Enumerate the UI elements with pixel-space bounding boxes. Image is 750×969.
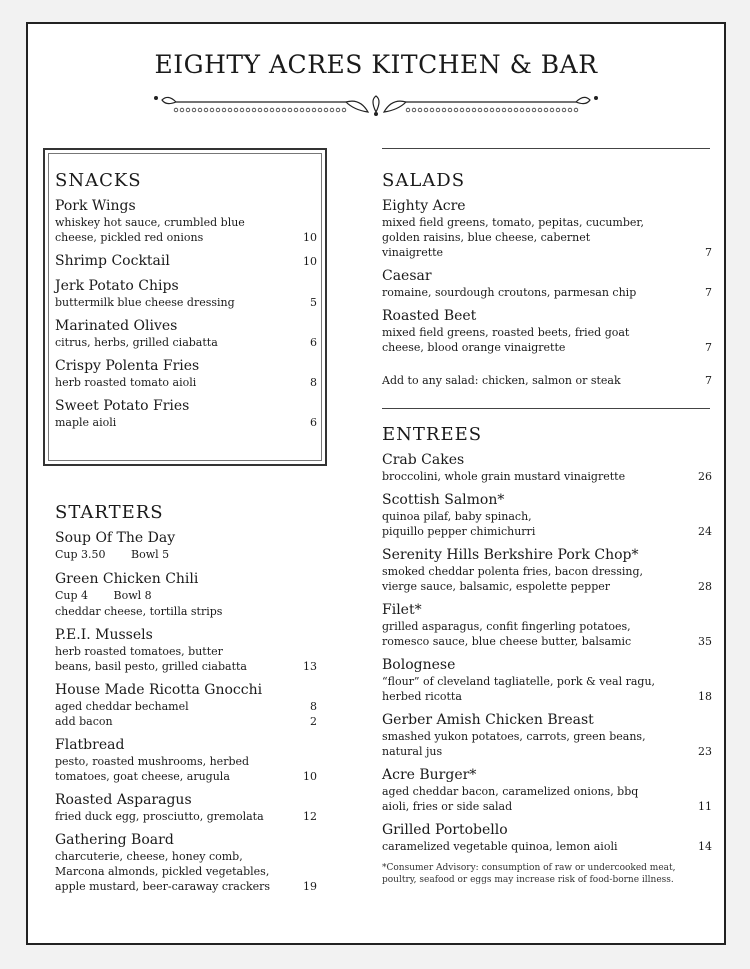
item-price: 10 — [303, 770, 317, 783]
item-name: Scottish Salmon* — [382, 492, 505, 508]
item-desc-line — [55, 699, 317, 714]
item-price: 11 — [698, 800, 712, 813]
menu-item — [55, 252, 317, 270]
item-desc: herb roasted tomatoes, butter beans, basil pesto, grilled ciabatta — [55, 645, 247, 673]
item-desc: smoked cheddar polenta fries, bacon dressing, vierge sauce, balsamic, espolette pepper — [382, 565, 644, 593]
salad-addon-text: Add to any salad: chicken, salmon or steak — [382, 374, 621, 387]
menu-item — [55, 681, 317, 729]
salad-addon-price: 7 — [705, 374, 712, 387]
item-price: 10 — [303, 255, 317, 268]
item-price: 5 — [310, 296, 317, 309]
menu-item — [55, 357, 317, 390]
item-price: 6 — [310, 336, 317, 349]
salad-addon — [382, 373, 712, 388]
item-desc: citrus, herbs, grilled ciabatta — [55, 336, 218, 349]
item-addon: add bacon — [55, 715, 113, 728]
section-divider — [382, 148, 710, 149]
item-name: Eighty Acre — [382, 198, 466, 214]
item-name: Jerk Potato Chips — [55, 278, 179, 294]
menu-item — [382, 711, 712, 759]
entrees-heading: ENTREES — [382, 424, 483, 445]
item-price: 12 — [303, 810, 317, 823]
item-name: Gerber Amish Chicken Breast — [382, 712, 594, 728]
ornament-divider-icon — [146, 90, 606, 118]
menu-item — [382, 451, 712, 484]
cup-price: Cup 3.50 — [55, 548, 106, 561]
item-name: Grilled Portobello — [382, 822, 508, 838]
menu-item — [382, 766, 712, 814]
item-name: P.E.I. Mussels — [55, 627, 153, 643]
item-desc: cheddar cheese, tortilla strips — [55, 605, 223, 618]
menu-item — [55, 317, 317, 350]
item-desc: “flour” of cleveland tagliatelle, pork & veal ragu, herbed ricotta — [382, 675, 656, 703]
item-name: Crab Cakes — [382, 452, 465, 468]
menu-item — [55, 397, 317, 430]
item-desc: pesto, roasted mushrooms, herbed tomatoes, goat cheese, arugula — [55, 755, 250, 783]
item-desc: buttermilk blue cheese dressing — [55, 296, 235, 309]
item-addon-line — [55, 714, 317, 729]
item-price: 10 — [303, 231, 317, 244]
item-name: Sweet Potato Fries — [55, 398, 190, 414]
item-price: 7 — [705, 246, 712, 259]
item-desc: aged cheddar bacon, caramelized onions, bbq aioli, fries or side salad — [382, 785, 639, 813]
menu-item — [55, 529, 317, 563]
item-price: 28 — [698, 580, 712, 593]
menu-item — [55, 831, 317, 894]
menu-item — [55, 736, 317, 784]
item-price: 24 — [698, 525, 712, 538]
menu-item — [382, 601, 712, 649]
menu-item — [55, 791, 317, 824]
item-desc: mixed field greens, roasted beets, fried goat cheese, blood orange vinaigrette — [382, 326, 630, 354]
starters-section — [55, 502, 317, 901]
menu-item — [55, 570, 317, 619]
item-desc: broccolini, whole grain mustard vinaigrette — [382, 470, 626, 483]
section-divider — [382, 408, 710, 409]
menu-item — [382, 197, 712, 260]
item-name: Acre Burger* — [382, 767, 477, 783]
item-desc: grilled asparagus, confit fingerling potatoes, romesco sauce, blue cheese butter, balsamic — [382, 620, 632, 648]
item-price: 6 — [310, 416, 317, 429]
item-desc: caramelized vegetable quinoa, lemon aioli — [382, 840, 618, 853]
menu-item — [382, 491, 712, 539]
item-desc: charcuterie, cheese, honey comb, Marcona almonds, pickled vegetables, apple mustard, beer-caraway crackers — [55, 850, 271, 893]
item-name: Roasted Beet — [382, 308, 477, 324]
item-desc: mixed field greens, tomato, pepitas, cucumber, golden raisins, blue cheese, cabernet vinaigrette — [382, 216, 644, 259]
item-price: 23 — [698, 745, 712, 758]
item-desc: herb roasted tomato aioli — [55, 376, 197, 389]
salads-heading: SALADS — [382, 170, 466, 191]
menu-item — [382, 307, 712, 355]
snacks-section — [55, 170, 317, 437]
item-desc: quinoa pilaf, baby spinach, piquillo pepper chimichurri — [382, 510, 536, 538]
menu-item — [382, 656, 712, 704]
consumer-advisory: *Consumer Advisory: consumption of raw or undercooked meat, poultry, seafood or eggs may increase risk of food-borne illness. — [382, 863, 676, 885]
item-name: Green Chicken Chili — [55, 571, 199, 587]
menu-item — [382, 546, 712, 594]
item-price: 35 — [698, 635, 712, 648]
item-name: Soup Of The Day — [55, 530, 176, 546]
menu-item — [55, 277, 317, 310]
item-desc: smashed yukon potatoes, carrots, green beans, natural jus — [382, 730, 646, 758]
salads-section — [382, 170, 712, 388]
item-name: House Made Ricotta Gnocchi — [55, 682, 263, 698]
cup-price: Cup 4 — [55, 589, 89, 602]
item-price: 7 — [705, 286, 712, 299]
snacks-heading: SNACKS — [55, 170, 142, 191]
item-desc: maple aioli — [55, 416, 117, 429]
item-price: 19 — [303, 880, 317, 893]
item-price: 13 — [303, 660, 317, 673]
menu-item — [55, 626, 317, 674]
item-sizes — [55, 547, 317, 563]
entrees-section — [382, 424, 712, 886]
item-desc: fried duck egg, prosciutto, gremolata — [55, 810, 264, 823]
item-name: Caesar — [382, 268, 432, 284]
restaurant-title: EIGHTY ACRES KITCHEN & BAR — [154, 50, 598, 79]
item-price: 8 — [310, 376, 317, 389]
item-price: 14 — [698, 840, 712, 853]
item-name: Pork Wings — [55, 198, 136, 214]
menu-item — [382, 821, 712, 854]
starters-heading: STARTERS — [55, 502, 164, 523]
item-name: Roasted Asparagus — [55, 792, 192, 808]
item-price: 18 — [698, 690, 712, 703]
item-desc: whiskey hot sauce, crumbled blue cheese, pickled red onions — [55, 216, 245, 244]
item-name: Filet* — [382, 602, 422, 618]
item-name: Crispy Polenta Fries — [55, 358, 200, 374]
bowl-price: Bowl 8 — [113, 589, 152, 602]
item-name: Serenity Hills Berkshire Pork Chop* — [382, 547, 639, 563]
item-price: 8 — [310, 700, 317, 713]
item-name: Flatbread — [55, 737, 125, 753]
item-name: Gathering Board — [55, 832, 174, 848]
item-name: Shrimp Cocktail — [55, 253, 170, 269]
item-desc: romaine, sourdough croutons, parmesan chip — [382, 286, 637, 299]
menu-page — [26, 22, 726, 945]
item-price: 7 — [705, 341, 712, 354]
item-name: Bolognese — [382, 657, 456, 673]
item-desc: aged cheddar bechamel — [55, 700, 189, 713]
item-sizes — [55, 588, 317, 604]
item-name: Marinated Olives — [55, 318, 178, 334]
addon-price: 2 — [310, 715, 317, 728]
menu-item — [55, 197, 317, 245]
bowl-price: Bowl 5 — [131, 548, 170, 561]
menu-item — [382, 267, 712, 300]
item-price: 26 — [698, 470, 712, 483]
